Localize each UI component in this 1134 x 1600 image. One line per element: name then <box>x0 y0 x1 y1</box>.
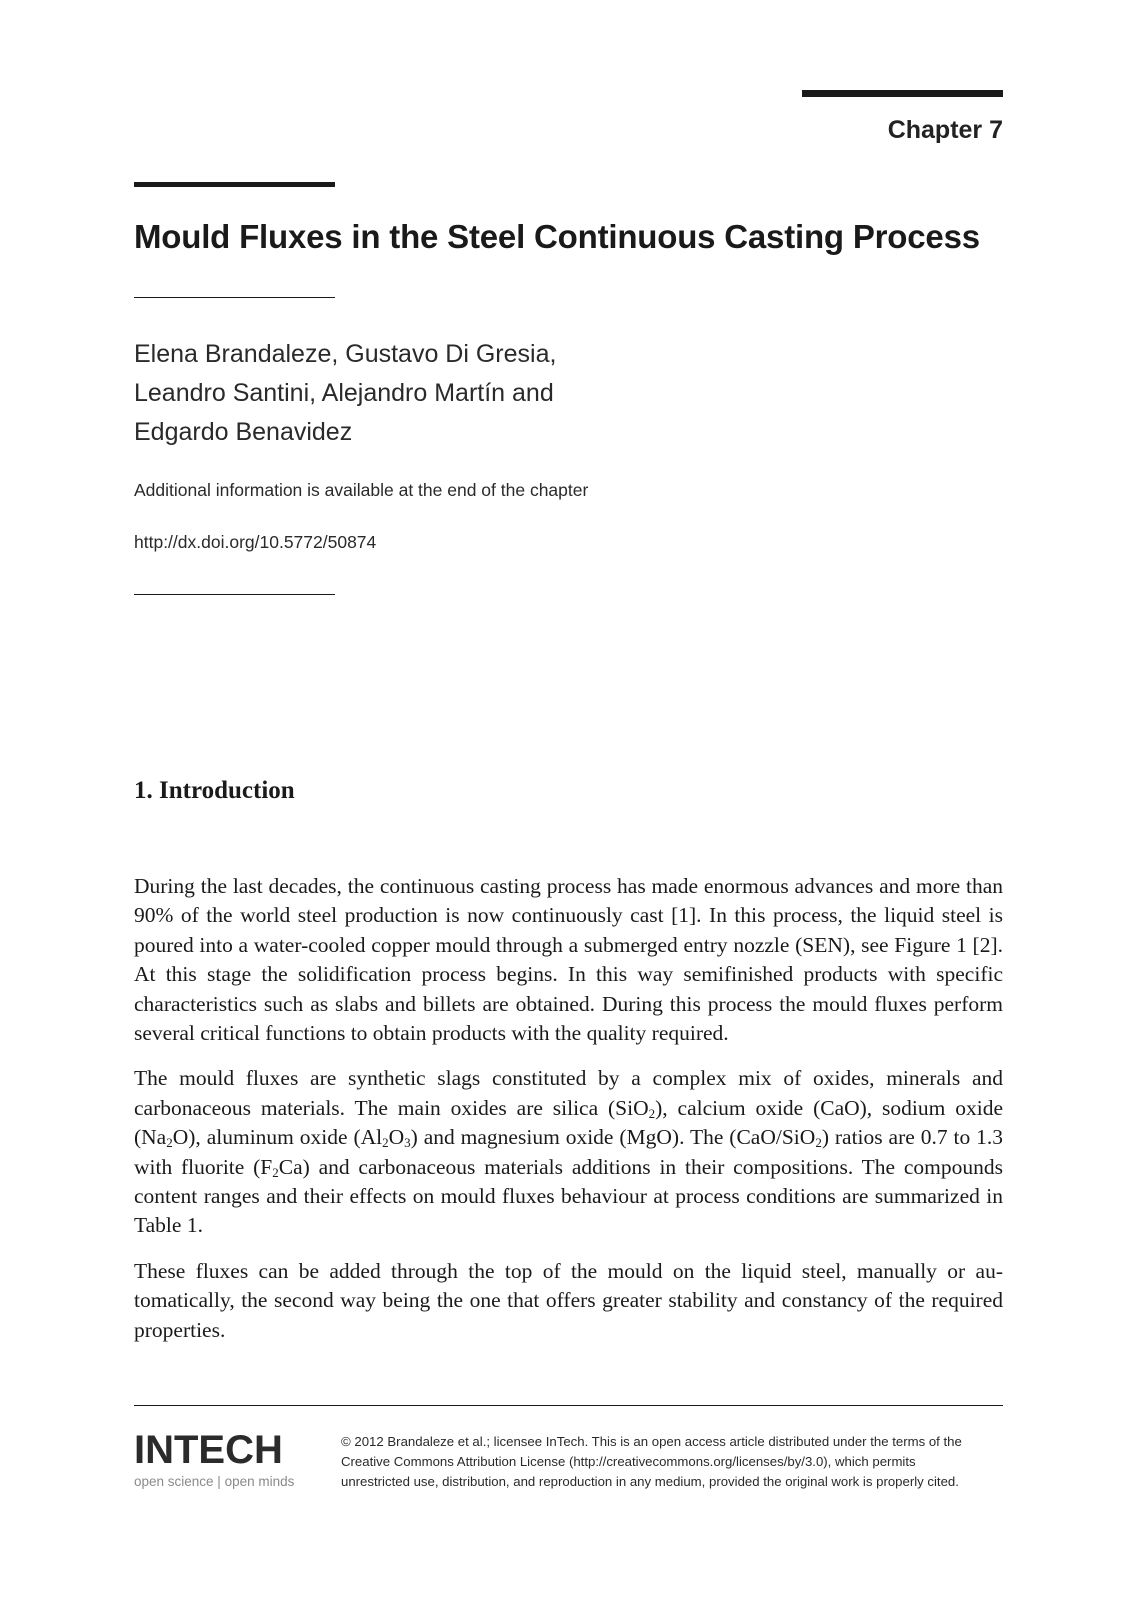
logo-mark: INTECH <box>134 1428 283 1472</box>
author-list <box>134 335 556 452</box>
paragraph-2: The mould fluxes are synthetic slags constituted by a complex mix of oxides, minerals and carbonaceous materials. The main oxides are silica (SiO$_2$), calcium oxide (CaO), sodium oxide $(Na_2O)$, aluminum oxide $(Al_2O_3)$ and magnesium oxide (MgO). The (CaO/SiO$_2$) ratios are 0.7 to 1.3 with fluorite $(F_2Ca)$ and carbonaceous materials additions in their compositions. The compounds content ranges and their effects on mould fluxes behaviour at process conditions are summarized in Table 1. <box>134 1066 1003 1238</box>
license-text <box>341 1432 1011 1492</box>
page-title: Mould Fluxes in the Steel Continuous Casting Process <box>134 218 980 255</box>
logo-tagline: open science | open minds <box>134 1474 295 1489</box>
chapter-label: Chapter 7 <box>887 116 1003 144</box>
author-line: Elena Brandaleze, Gustavo Di Gresia, <box>134 340 557 368</box>
additional-info: Additional information is available at the end of the chapter <box>134 480 589 500</box>
paragraph-1: During the last decades, the continuous casting process has made enormous advances and more than 90% of the world steel production is now continuously cast [1]. In this process, the liquid steel is poured into a water-cooled copper mould through a submerged entry nozzle (SEN), see Figure 1 [2]. At this stage the solidification process begins. In this way semifinished products with specific characteristics such as slabs and billets are obtained. During this process the mould fluxes perform several critical functions to obtain products with the quality required. <box>134 874 1003 1046</box>
chapter-rule <box>802 90 1003 97</box>
doi-link[interactable]: http://dx.doi.org/10.5772/50874 <box>134 532 377 552</box>
divider-top <box>134 297 335 298</box>
license-line: Creative Commons Attribution License (http://creativecommons.org/licenses/by/3.0), which permits <box>341 1454 916 1469</box>
body-text <box>134 872 1003 1361</box>
paragraph-3: These fluxes can be added through the top of the mould on the liquid steel, manually or automatically, the second way being the one that offers greater stability and constancy of the required properties. <box>134 1258 1003 1342</box>
author-line: Leandro Santini, Alejandro Martín and <box>134 379 554 407</box>
divider-bottom <box>134 594 335 595</box>
license-line: © 2012 Brandaleze et al.; licensee InTech. This is an open access article distributed under the terms of the <box>341 1434 962 1449</box>
section-heading: 1. Introduction <box>134 777 295 804</box>
footer-rule <box>134 1405 1003 1406</box>
title-rule <box>134 182 335 187</box>
intech-logo <box>134 1430 314 1489</box>
license-line: unrestricted use, distribution, and reproduction in any medium, provided the original work is properly cited. <box>341 1474 959 1489</box>
author-line: Edgardo Benavidez <box>134 418 353 446</box>
